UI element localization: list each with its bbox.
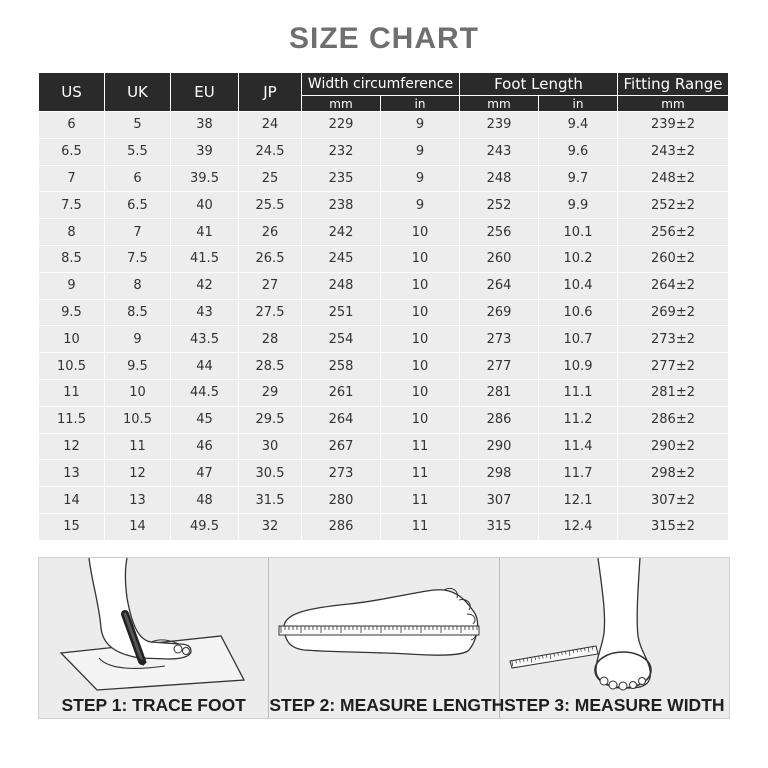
cell-fitting-range: 269±2 <box>618 299 729 326</box>
cell-uk: 7.5 <box>105 245 171 272</box>
cell-length-mm: 239 <box>460 112 539 139</box>
cell-width-mm: 245 <box>302 245 381 272</box>
cell-width-in: 11 <box>381 513 460 540</box>
cell-width-mm: 248 <box>302 272 381 299</box>
cell-fitting-range: 256±2 <box>618 219 729 246</box>
cell-length-in: 10.4 <box>539 272 618 299</box>
cell-jp: 30.5 <box>239 460 302 487</box>
table-row <box>39 192 729 219</box>
cell-jp: 28.5 <box>239 353 302 380</box>
cell-us: 6 <box>39 112 105 139</box>
cell-fitting-range: 252±2 <box>618 192 729 219</box>
cell-width-mm: 238 <box>302 192 381 219</box>
cell-width-in: 11 <box>381 487 460 514</box>
cell-us: 7.5 <box>39 192 105 219</box>
cell-length-in: 12.4 <box>539 513 618 540</box>
cell-us: 11 <box>39 379 105 406</box>
cell-width-in: 9 <box>381 112 460 139</box>
cell-us: 10 <box>39 326 105 353</box>
cell-length-mm: 243 <box>460 138 539 165</box>
table-row <box>39 487 729 514</box>
cell-us: 7 <box>39 165 105 192</box>
cell-length-mm: 248 <box>460 165 539 192</box>
header-us: US <box>39 73 105 112</box>
header-eu: EU <box>171 73 239 112</box>
cell-width-in: 10 <box>381 353 460 380</box>
cell-jp: 27.5 <box>239 299 302 326</box>
header-width-circumference: Width circumference <box>302 73 460 96</box>
cell-width-in: 11 <box>381 433 460 460</box>
cell-width-mm: 258 <box>302 353 381 380</box>
cell-length-in: 10.1 <box>539 219 618 246</box>
cell-eu: 48 <box>171 487 239 514</box>
unit-fitting-mm: mm <box>618 96 729 112</box>
cell-jp: 27 <box>239 272 302 299</box>
unit-width-in: in <box>381 96 460 112</box>
cell-uk: 7 <box>105 219 171 246</box>
cell-length-in: 10.6 <box>539 299 618 326</box>
cell-width-in: 9 <box>381 165 460 192</box>
cell-jp: 32 <box>239 513 302 540</box>
table-row <box>39 513 729 540</box>
unit-length-mm: mm <box>460 96 539 112</box>
cell-eu: 39 <box>171 138 239 165</box>
cell-length-mm: 264 <box>460 272 539 299</box>
cell-width-in: 10 <box>381 379 460 406</box>
cell-width-in: 10 <box>381 272 460 299</box>
cell-width-in: 10 <box>381 245 460 272</box>
cell-width-in: 9 <box>381 138 460 165</box>
cell-width-in: 10 <box>381 406 460 433</box>
unit-length-in: in <box>539 96 618 112</box>
cell-us: 9.5 <box>39 299 105 326</box>
cell-length-in: 10.7 <box>539 326 618 353</box>
cell-uk: 13 <box>105 487 171 514</box>
cell-length-mm: 307 <box>460 487 539 514</box>
step-2-label: STEP 2: MEASURE LENGTH <box>269 695 505 715</box>
cell-length-in: 10.9 <box>539 353 618 380</box>
cell-uk: 11 <box>105 433 171 460</box>
cell-fitting-range: 290±2 <box>618 433 729 460</box>
cell-width-mm: 235 <box>302 165 381 192</box>
cell-uk: 6.5 <box>105 192 171 219</box>
cell-fitting-range: 239±2 <box>618 112 729 139</box>
cell-fitting-range: 243±2 <box>618 138 729 165</box>
cell-width-in: 10 <box>381 299 460 326</box>
cell-jp: 31.5 <box>239 487 302 514</box>
cell-us: 11.5 <box>39 406 105 433</box>
cell-fitting-range: 298±2 <box>618 460 729 487</box>
cell-width-in: 11 <box>381 460 460 487</box>
table-row <box>39 219 729 246</box>
table-row <box>39 272 729 299</box>
cell-us: 14 <box>39 487 105 514</box>
cell-length-mm: 273 <box>460 326 539 353</box>
cell-fitting-range: 248±2 <box>618 165 729 192</box>
cell-length-mm: 298 <box>460 460 539 487</box>
table-row <box>39 112 729 139</box>
step-measure-length <box>269 558 505 718</box>
cell-jp: 29.5 <box>239 406 302 433</box>
cell-length-mm: 281 <box>460 379 539 406</box>
measure-length-illustration-icon <box>269 558 505 718</box>
cell-jp: 26.5 <box>239 245 302 272</box>
cell-uk: 10.5 <box>105 406 171 433</box>
cell-jp: 29 <box>239 379 302 406</box>
cell-length-mm: 269 <box>460 299 539 326</box>
cell-width-mm: 229 <box>302 112 381 139</box>
cell-jp: 30 <box>239 433 302 460</box>
cell-width-mm: 273 <box>302 460 381 487</box>
cell-us: 9 <box>39 272 105 299</box>
table-row <box>39 245 729 272</box>
unit-width-mm: mm <box>302 96 381 112</box>
cell-length-in: 12.1 <box>539 487 618 514</box>
cell-us: 12 <box>39 433 105 460</box>
cell-jp: 24 <box>239 112 302 139</box>
cell-width-mm: 267 <box>302 433 381 460</box>
cell-width-mm: 232 <box>302 138 381 165</box>
cell-uk: 9.5 <box>105 353 171 380</box>
cell-length-in: 9.9 <box>539 192 618 219</box>
cell-width-in: 9 <box>381 192 460 219</box>
header-uk: UK <box>105 73 171 112</box>
cell-eu: 44 <box>171 353 239 380</box>
cell-fitting-range: 264±2 <box>618 272 729 299</box>
table-row <box>39 138 729 165</box>
cell-uk: 10 <box>105 379 171 406</box>
table-row <box>39 326 729 353</box>
step-1-label: STEP 1: TRACE FOOT <box>61 695 246 715</box>
cell-uk: 5 <box>105 112 171 139</box>
page-title: SIZE CHART <box>289 22 479 55</box>
cell-eu: 44.5 <box>171 379 239 406</box>
cell-fitting-range: 277±2 <box>618 353 729 380</box>
cell-eu: 40 <box>171 192 239 219</box>
cell-eu: 38 <box>171 112 239 139</box>
cell-width-mm: 280 <box>302 487 381 514</box>
cell-eu: 45 <box>171 406 239 433</box>
cell-eu: 49.5 <box>171 513 239 540</box>
cell-uk: 8 <box>105 272 171 299</box>
cell-eu: 43 <box>171 299 239 326</box>
step-3-label: STEP 3: MEASURE WIDTH <box>504 695 725 715</box>
cell-uk: 8.5 <box>105 299 171 326</box>
cell-us: 6.5 <box>39 138 105 165</box>
cell-length-mm: 260 <box>460 245 539 272</box>
cell-length-in: 11.4 <box>539 433 618 460</box>
cell-length-mm: 290 <box>460 433 539 460</box>
cell-length-in: 11.1 <box>539 379 618 406</box>
cell-eu: 47 <box>171 460 239 487</box>
cell-fitting-range: 281±2 <box>618 379 729 406</box>
cell-uk: 5.5 <box>105 138 171 165</box>
header-fitting-range: Fitting Range <box>618 73 729 96</box>
cell-length-mm: 286 <box>460 406 539 433</box>
cell-jp: 25.5 <box>239 192 302 219</box>
cell-fitting-range: 286±2 <box>618 406 729 433</box>
cell-eu: 41 <box>171 219 239 246</box>
table-row <box>39 299 729 326</box>
cell-length-in: 9.4 <box>539 112 618 139</box>
cell-length-in: 11.2 <box>539 406 618 433</box>
cell-width-mm: 261 <box>302 379 381 406</box>
cell-length-mm: 315 <box>460 513 539 540</box>
cell-uk: 12 <box>105 460 171 487</box>
cell-uk: 9 <box>105 326 171 353</box>
cell-length-mm: 256 <box>460 219 539 246</box>
cell-eu: 42 <box>171 272 239 299</box>
cell-jp: 24.5 <box>239 138 302 165</box>
cell-width-in: 10 <box>381 219 460 246</box>
table-row <box>39 165 729 192</box>
cell-fitting-range: 307±2 <box>618 487 729 514</box>
cell-length-in: 9.7 <box>539 165 618 192</box>
cell-us: 8.5 <box>39 245 105 272</box>
cell-length-in: 10.2 <box>539 245 618 272</box>
header-foot-length: Foot Length <box>460 73 618 96</box>
cell-width-mm: 251 <box>302 299 381 326</box>
cell-width-mm: 286 <box>302 513 381 540</box>
cell-width-in: 10 <box>381 326 460 353</box>
cell-uk: 6 <box>105 165 171 192</box>
cell-fitting-range: 315±2 <box>618 513 729 540</box>
trace-foot-illustration-icon <box>39 558 268 718</box>
measurement-steps-panel <box>38 557 730 719</box>
table-row <box>39 406 729 433</box>
table-row <box>39 433 729 460</box>
table-row <box>39 379 729 406</box>
step-trace-foot <box>39 558 269 718</box>
cell-length-in: 9.6 <box>539 138 618 165</box>
cell-length-in: 11.7 <box>539 460 618 487</box>
cell-fitting-range: 273±2 <box>618 326 729 353</box>
cell-length-mm: 252 <box>460 192 539 219</box>
cell-us: 8 <box>39 219 105 246</box>
cell-jp: 28 <box>239 326 302 353</box>
cell-width-mm: 254 <box>302 326 381 353</box>
cell-jp: 25 <box>239 165 302 192</box>
cell-jp: 26 <box>239 219 302 246</box>
step-measure-width <box>500 558 729 718</box>
cell-us: 15 <box>39 513 105 540</box>
table-row <box>39 353 729 380</box>
cell-us: 13 <box>39 460 105 487</box>
cell-uk: 14 <box>105 513 171 540</box>
cell-width-mm: 264 <box>302 406 381 433</box>
cell-us: 10.5 <box>39 353 105 380</box>
cell-eu: 43.5 <box>171 326 239 353</box>
table-row <box>39 460 729 487</box>
cell-eu: 41.5 <box>171 245 239 272</box>
cell-eu: 39.5 <box>171 165 239 192</box>
cell-length-mm: 277 <box>460 353 539 380</box>
header-jp: JP <box>239 73 302 112</box>
cell-eu: 46 <box>171 433 239 460</box>
cell-width-mm: 242 <box>302 219 381 246</box>
measure-width-illustration-icon <box>500 558 729 718</box>
size-chart-table <box>38 72 729 541</box>
cell-fitting-range: 260±2 <box>618 245 729 272</box>
